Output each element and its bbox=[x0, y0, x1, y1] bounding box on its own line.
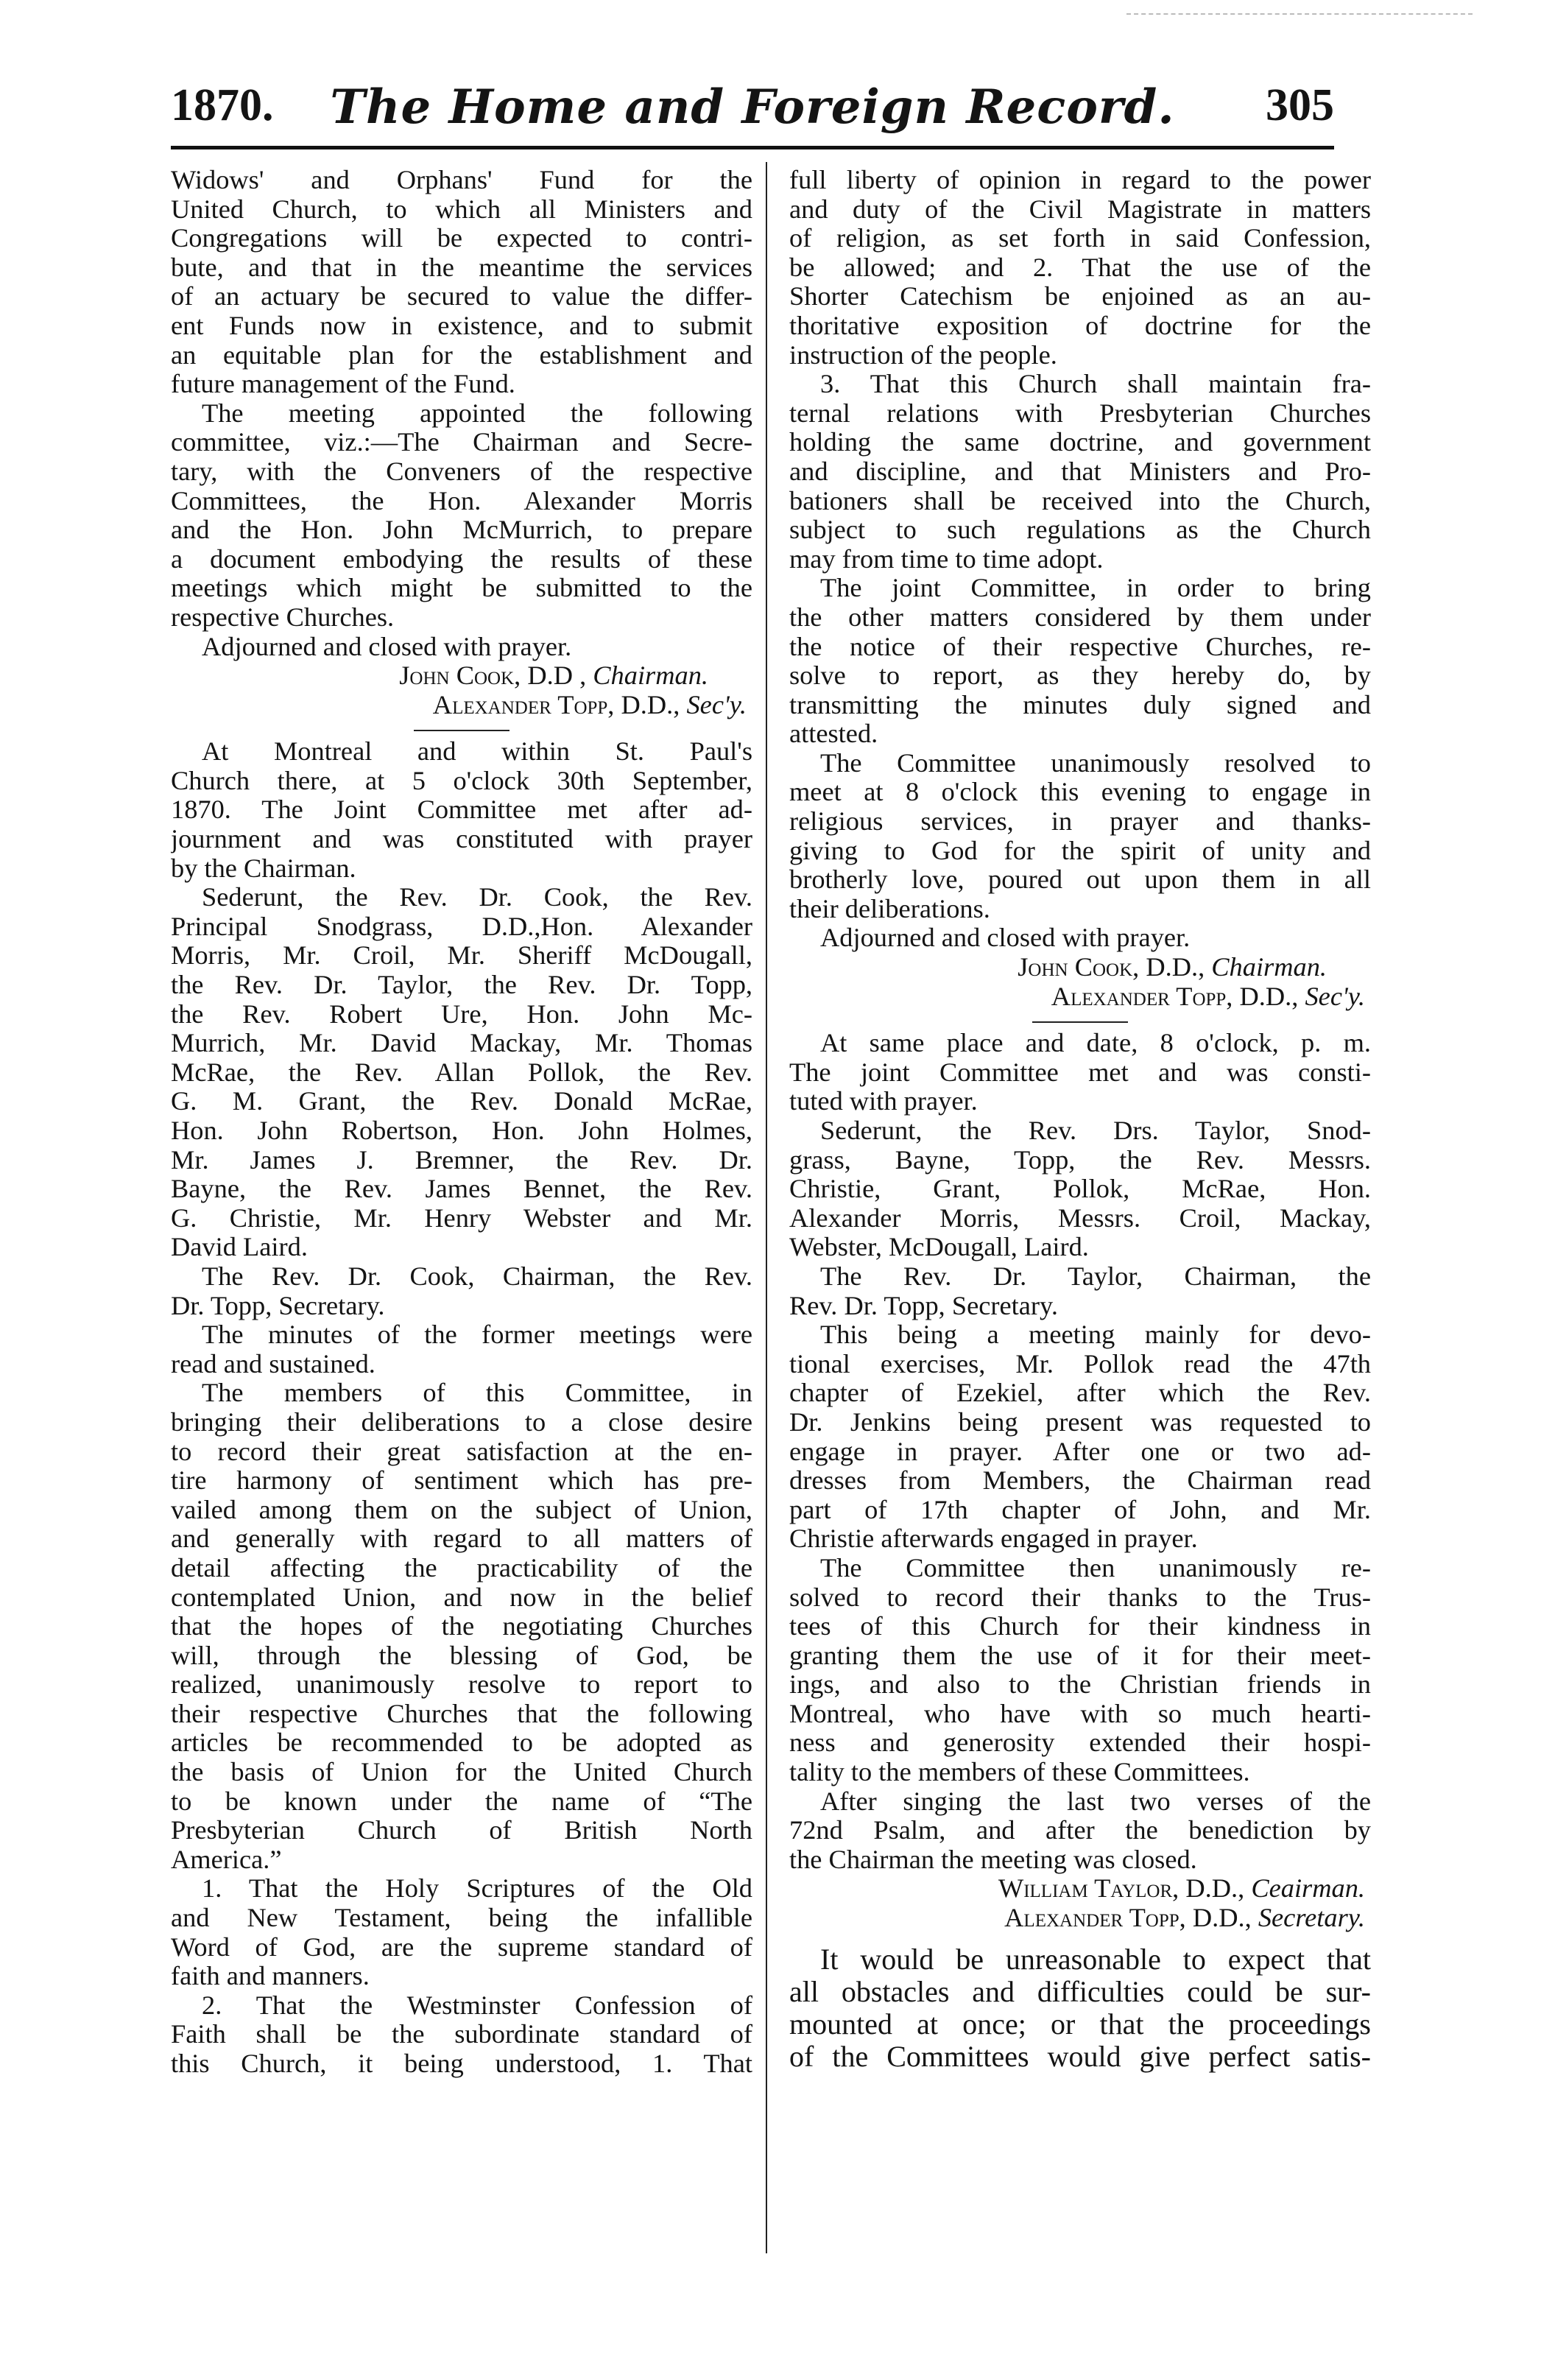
signature-name: Alexander Topp, D.D. bbox=[1051, 981, 1292, 1011]
text-line: United Church, to which all Ministers and bbox=[171, 194, 752, 224]
text-line: of religion, as set forth in said Confession, bbox=[789, 224, 1371, 253]
right-column bbox=[789, 166, 1371, 2073]
text-line: a document embodying the results of these bbox=[171, 544, 752, 574]
text-line: ent Funds now in existence, and to submit bbox=[171, 311, 752, 340]
text-line: solve to report, as they hereby do, by bbox=[789, 661, 1371, 691]
signature-secretary: Alexander Topp, D.D., Sec'y. bbox=[432, 689, 747, 719]
text-line: holding the same doctrine, and government bbox=[789, 428, 1371, 457]
text-line: Dr. Topp, Secretary. bbox=[171, 1291, 385, 1320]
signature-name: Alexander Topp, D.D. bbox=[432, 689, 674, 719]
signature-role: Ceairman. bbox=[1251, 1873, 1365, 1904]
signature-role: Chairman. bbox=[593, 661, 708, 691]
text-line: the Rev. Robert Ure, Hon. John Mc- bbox=[171, 999, 752, 1029]
text-line: transmitting the minutes duly signed and bbox=[789, 690, 1371, 719]
text-line: granting them the use of it for their meet- bbox=[789, 1641, 1371, 1670]
text-line: an equitable plan for the establishment and bbox=[171, 340, 752, 370]
text-line: and discipline, and that Ministers and Pro- bbox=[789, 457, 1371, 486]
text-line: tuted with prayer. bbox=[789, 1087, 978, 1116]
text-line: G. M. Grant, the Rev. Donald McRae, bbox=[171, 1087, 752, 1116]
text-line: Hon. John Robertson, Hon. John Holmes, bbox=[171, 1116, 752, 1145]
text-line: the notice of their respective Churches, re- bbox=[789, 632, 1371, 661]
text-line: ings, and also to the Christian friends in bbox=[789, 1670, 1371, 1700]
text-line: The joint Committee, in order to bring bbox=[820, 574, 1371, 603]
signature-role: Sec'y. bbox=[1305, 981, 1365, 1011]
signature-name: John Cook, D.D bbox=[399, 661, 573, 691]
text-line: read and sustained. bbox=[171, 1349, 375, 1379]
text-line: tire harmony of sentiment which has pre- bbox=[171, 1466, 752, 1496]
text-line: bationers shall be received into the Church, bbox=[789, 486, 1371, 515]
running-header bbox=[171, 80, 1334, 146]
text-line: meetings which might be submitted to the bbox=[171, 574, 752, 603]
text-line: The members of this Committee, in bbox=[202, 1379, 752, 1408]
text-line: This being a meeting mainly for devo- bbox=[820, 1320, 1371, 1350]
text-line: this Church, it being understood, 1. That bbox=[171, 2049, 752, 2078]
signature-role: Chairman. bbox=[1211, 952, 1327, 982]
text-line: thoritative exposition of doctrine for the bbox=[789, 311, 1371, 340]
text-line: Faith shall be the subordinate standard of bbox=[171, 2020, 752, 2049]
text-line: vailed among them on the subject of Union, bbox=[171, 1495, 752, 1524]
text-line: contemplated Union, and now in the belief bbox=[171, 1582, 752, 1612]
text-line: committee, viz.:—The Chairman and Secre- bbox=[171, 428, 752, 457]
top-edge-rule bbox=[1126, 13, 1473, 15]
text-line: At same place and date, 8 o'clock, p. m. bbox=[820, 1029, 1371, 1058]
text-line: Shorter Catechism be enjoined as an au- bbox=[789, 282, 1371, 311]
text-line: future management of the Fund. bbox=[171, 370, 515, 399]
text-line: realized, unanimously resolve to report to bbox=[171, 1670, 752, 1700]
text-line: Widows' and Orphans' Fund for the bbox=[171, 166, 752, 194]
text-line: Adjourned and closed with prayer. bbox=[202, 632, 572, 661]
signature-chairman: John Cook, D.D., Chairman. bbox=[1018, 952, 1327, 982]
text-line: the Chairman the meeting was closed. bbox=[789, 1845, 1197, 1874]
text-line: Christie, Grant, Pollok, McRae, Hon. bbox=[789, 1175, 1371, 1204]
signature-role: Sec'y. bbox=[686, 689, 747, 719]
spacer bbox=[789, 1933, 1371, 1943]
text-line: Dr. Jenkins being present was requested to bbox=[789, 1407, 1371, 1437]
signature-name: Alexander Topp, D.D. bbox=[1004, 1903, 1245, 1933]
text-line: David Laird. bbox=[171, 1233, 308, 1262]
text-line: The meeting appointed the following bbox=[202, 398, 752, 428]
text-line: The minutes of the former meetings were bbox=[202, 1320, 752, 1350]
signature-role: Secretary. bbox=[1258, 1903, 1365, 1933]
text-line: chapter of Ezekiel, after which the Rev. bbox=[789, 1379, 1371, 1408]
text-line: of an actuary be secured to value the differ- bbox=[171, 282, 752, 311]
text-line: respective Churches. bbox=[171, 602, 395, 632]
text-line: Montreal, who have with so much hearti- bbox=[789, 1699, 1371, 1728]
text-line: the Rev. Dr. Taylor, the Rev. Dr. Topp, bbox=[171, 971, 752, 1000]
text-line: religious services, in prayer and thanks- bbox=[789, 807, 1371, 837]
text-line: tality to the members of these Committees. bbox=[789, 1758, 1250, 1787]
section-separator bbox=[414, 730, 509, 731]
signature-chairman: John Cook, D.D , Chairman. bbox=[399, 661, 708, 691]
closing-paragraph bbox=[789, 1943, 1371, 2073]
text-line: It would be unreasonable to expect that bbox=[820, 1943, 1371, 1976]
text-line: Presbyterian Church of British North bbox=[171, 1816, 752, 1845]
text-line: of the Committees would give perfect satis- bbox=[789, 2040, 1371, 2073]
text-line: After singing the last two verses of the bbox=[820, 1786, 1371, 1816]
signature-secretary: Alexander Topp, D.D., Sec'y. bbox=[1051, 981, 1365, 1011]
signature-chairman: William Taylor, D.D., Ceairman. bbox=[998, 1873, 1365, 1904]
text-line: tary, with the Conveners of the respective bbox=[171, 457, 752, 486]
text-line: bringing their deliberations to a close desire bbox=[171, 1407, 752, 1437]
text-line: dresses from Members, the Chairman read bbox=[789, 1466, 1371, 1496]
text-line: that the hopes of the negotiating Churches bbox=[171, 1612, 752, 1641]
left-column bbox=[171, 166, 752, 2079]
text-line: and generally with regard to all matters of bbox=[171, 1524, 752, 1554]
text-line: will, through the blessing of God, be bbox=[171, 1641, 752, 1670]
section-separator bbox=[1032, 1021, 1128, 1023]
signature-name: John Cook, D.D. bbox=[1018, 952, 1199, 982]
text-line: America.” bbox=[171, 1845, 282, 1874]
text-line: solved to record their thanks to the Trus- bbox=[789, 1582, 1371, 1612]
text-line: Principal Snodgrass, D.D.,Hon. Alexander bbox=[171, 912, 752, 941]
header-title: The Home and Foreign Record. bbox=[330, 80, 1175, 135]
text-line: be allowed; and 2. That the use of the bbox=[789, 253, 1371, 282]
text-line: their respective Churches that the following bbox=[171, 1699, 752, 1728]
text-line: and duty of the Civil Magistrate in matters bbox=[789, 194, 1371, 224]
text-line: tional exercises, Mr. Pollok read the 47th bbox=[789, 1349, 1371, 1379]
text-line: 2. That the Westminster Confession of bbox=[202, 1990, 752, 2020]
header-year: 1870. bbox=[171, 80, 274, 130]
text-line: Committees, the Hon. Alexander Morris bbox=[171, 486, 752, 515]
text-line: bute, and that in the meantime the services bbox=[171, 253, 752, 282]
text-line: may from time to time adopt. bbox=[789, 544, 1104, 574]
header-rule bbox=[171, 146, 1334, 149]
text-line: journment and was constituted with prayer bbox=[171, 825, 752, 854]
text-line: ternal relations with Presbyterian Churches bbox=[789, 398, 1371, 428]
text-line: The Committee then unanimously re- bbox=[820, 1553, 1371, 1582]
text-line: Rev. Dr. Topp, Secretary. bbox=[789, 1291, 1058, 1320]
text-line: The Committee unanimously resolved to bbox=[820, 748, 1371, 778]
text-line: The joint Committee met and was consti- bbox=[789, 1057, 1371, 1087]
text-line: faith and manners. bbox=[171, 1962, 370, 1991]
text-line: McRae, the Rev. Allan Pollok, the Rev. bbox=[171, 1057, 752, 1087]
text-line: their deliberations. bbox=[789, 894, 990, 923]
text-line: Alexander Morris, Messrs. Croil, Mackay, bbox=[789, 1203, 1371, 1233]
text-line: Adjourned and closed with prayer. bbox=[820, 923, 1191, 953]
text-line: subject to such regulations as the Church bbox=[789, 515, 1371, 545]
text-line: the other matters considered by them under bbox=[789, 602, 1371, 632]
text-line: all obstacles and difficulties could be sur- bbox=[789, 1975, 1371, 2008]
text-line: the basis of Union for the United Church bbox=[171, 1758, 752, 1787]
text-line: to record their great satisfaction at the en- bbox=[171, 1437, 752, 1466]
text-line: and the Hon. John McMurrich, to prepare bbox=[171, 515, 752, 545]
text-line: Morris, Mr. Croil, Mr. Sheriff McDougall, bbox=[171, 941, 752, 971]
text-line: The Rev. Dr. Taylor, Chairman, the bbox=[820, 1261, 1371, 1291]
text-line: Webster, McDougall, Laird. bbox=[789, 1233, 1089, 1262]
text-line: instruction of the people. bbox=[789, 340, 1057, 370]
text-line: The Rev. Dr. Cook, Chairman, the Rev. bbox=[202, 1261, 752, 1291]
text-line: attested. bbox=[789, 719, 878, 749]
text-line: part of 17th chapter of John, and Mr. bbox=[789, 1495, 1371, 1524]
text-line: Congregations will be expected to contri- bbox=[171, 224, 752, 253]
text-line: 1870. The Joint Committee met after ad- bbox=[171, 795, 752, 825]
signature-secretary: Alexander Topp, D.D., Secretary. bbox=[1004, 1903, 1365, 1933]
text-line: to be known under the name of “The bbox=[171, 1786, 752, 1816]
text-line: 72nd Psalm, and after the benediction by bbox=[789, 1816, 1371, 1845]
signature-name: William Taylor, D.D. bbox=[998, 1873, 1238, 1904]
text-line: Sederunt, the Rev. Drs. Taylor, Snod- bbox=[820, 1116, 1371, 1145]
text-line: engage in prayer. After one or two ad- bbox=[789, 1437, 1371, 1466]
text-line: 1. That the Holy Scriptures of the Old bbox=[202, 1874, 752, 1904]
text-line: by the Chairman. bbox=[171, 853, 356, 883]
text-line: Bayne, the Rev. James Bennet, the Rev. bbox=[171, 1175, 752, 1204]
text-line: giving to God for the spirit of unity and bbox=[789, 836, 1371, 865]
text-line: brotherly love, poured out upon them in all bbox=[789, 865, 1371, 895]
text-line: full liberty of opinion in regard to the power bbox=[789, 166, 1371, 194]
page-number: 305 bbox=[1266, 80, 1334, 130]
text-line: grass, Bayne, Topp, the Rev. Messrs. bbox=[789, 1145, 1371, 1175]
text-line: ness and generosity extended their hospi- bbox=[789, 1728, 1371, 1758]
text-line: G. Christie, Mr. Henry Webster and Mr. bbox=[171, 1203, 752, 1233]
text-line: detail affecting the practicability of the bbox=[171, 1553, 752, 1582]
text-line: Murrich, Mr. David Mackay, Mr. Thomas bbox=[171, 1029, 752, 1058]
text-line: Sederunt, the Rev. Dr. Cook, the Rev. bbox=[202, 883, 752, 912]
text-line: Christie afterwards engaged in prayer. bbox=[789, 1524, 1198, 1554]
text-line: tees of this Church for their kindness in bbox=[789, 1612, 1371, 1641]
text-line: mounted at once; or that the proceedings bbox=[789, 2007, 1371, 2041]
text-line: Mr. James J. Bremner, the Rev. Dr. bbox=[171, 1145, 752, 1175]
text-line: meet at 8 o'clock this evening to engage in bbox=[789, 778, 1371, 807]
text-line: At Montreal and within St. Paul's bbox=[202, 737, 752, 767]
column-divider bbox=[766, 162, 767, 2253]
text-line: Word of God, are the supreme standard of bbox=[171, 1932, 752, 1962]
text-line: 3. That this Church shall maintain fra- bbox=[820, 370, 1371, 399]
text-line: and New Testament, being the infallible bbox=[171, 1904, 752, 1933]
text-line: Church there, at 5 o'clock 30th September, bbox=[171, 766, 752, 795]
text-line: articles be recommended to be adopted as bbox=[171, 1728, 752, 1758]
